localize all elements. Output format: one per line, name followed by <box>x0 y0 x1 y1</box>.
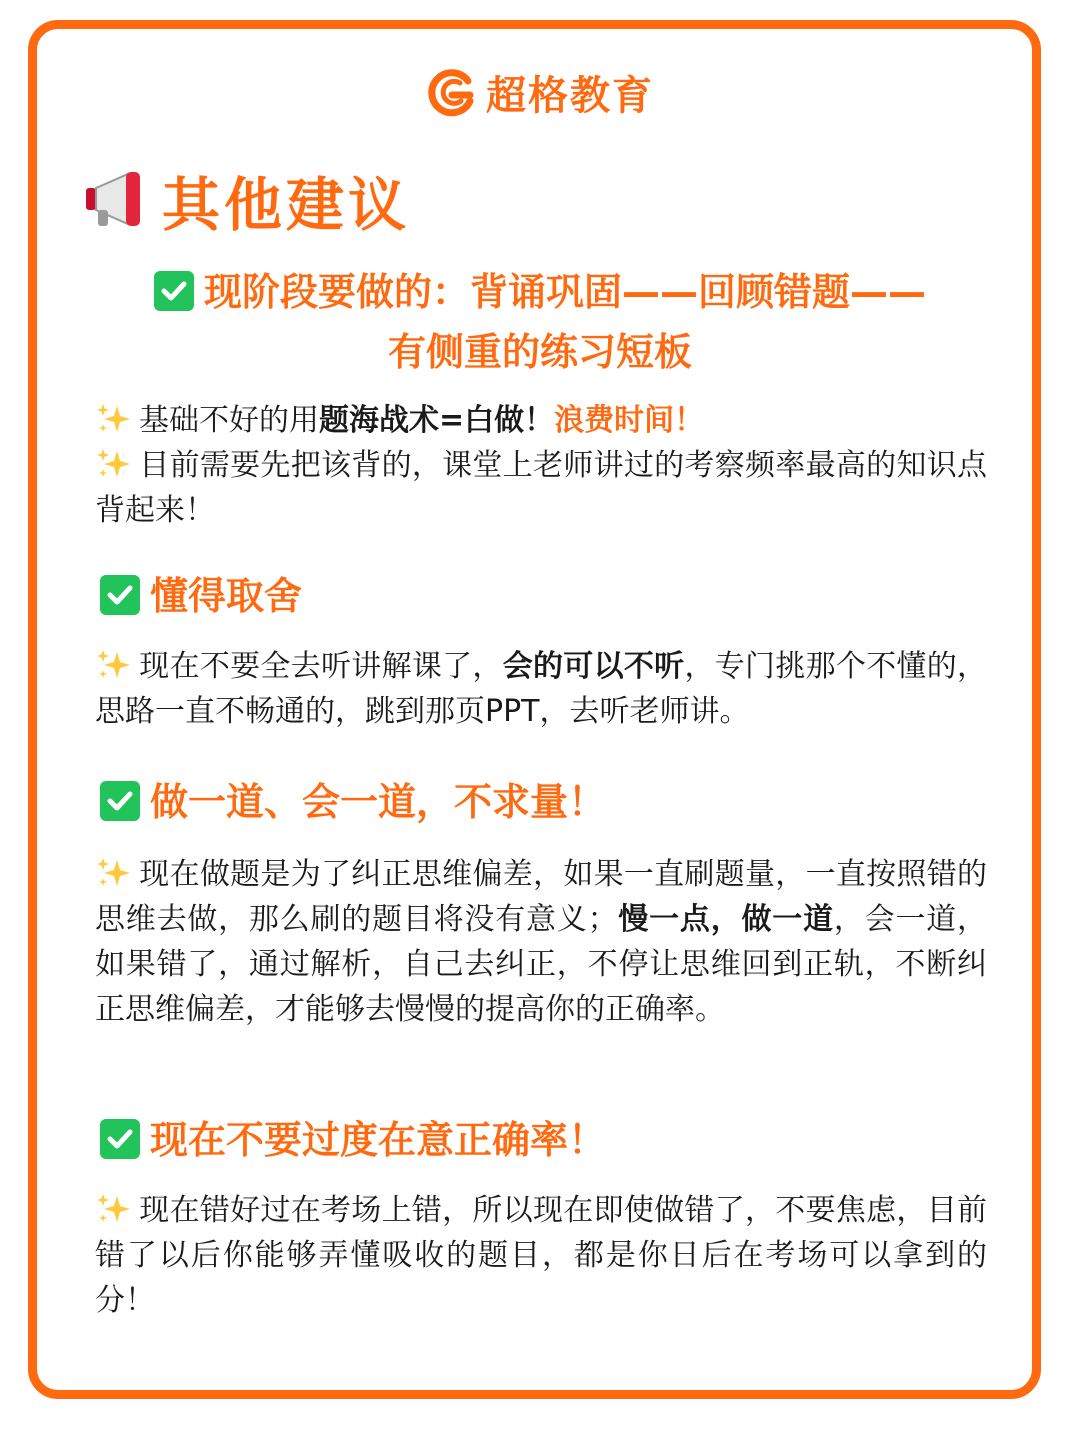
sparkles-icon <box>95 402 133 436</box>
brand-header <box>0 64 1080 121</box>
section-2-text-c: ，专门挑那个不懂的，思路一直不畅通的，跳到那页PPT，去听老师讲。 <box>95 649 988 729</box>
sparkles-icon <box>95 1192 133 1226</box>
brand-name: 超格教育 <box>486 73 654 119</box>
checkmark-icon <box>100 781 140 821</box>
checkmark-icon <box>100 575 140 615</box>
page-title-text: 其他建议 <box>162 171 411 239</box>
sparkles-icon <box>95 648 133 682</box>
section-1-heading-line1: 现阶段要做的：背诵巩固——回顾错题—— <box>203 270 926 314</box>
section-3-text-bold: 慢一点，做一道 <box>617 902 834 937</box>
sparkles-icon <box>95 447 133 481</box>
section-1-p2-text: 目前需要先把该背的，课堂上老师讲过的考察频率最高的知识点背起来！ <box>95 448 987 528</box>
section-2-heading-text: 懂得取舍 <box>150 574 303 618</box>
section-4-heading <box>100 1110 980 1170</box>
checkmark-icon <box>154 271 194 311</box>
section-1-heading <box>100 262 980 382</box>
section-4-paragraph <box>95 1188 987 1323</box>
section-1-p1-text: 基础不好的用 <box>139 403 319 438</box>
brand-logo-icon <box>426 67 478 119</box>
page-title <box>84 158 410 242</box>
section-2-text-a: 现在不要全去听讲解课了， <box>139 649 503 684</box>
section-1-paragraph <box>95 398 987 533</box>
section-2-paragraph <box>95 644 987 734</box>
section-1-p1-bold: 题海战术=白做！ <box>319 403 555 438</box>
section-3-text-a: 现在做题是为了纠正思维偏差，如果一直刷题量，一直按照错的思维去做，那么刷的题目将没有意义； <box>95 857 987 937</box>
section-2-heading <box>100 566 980 626</box>
section-1-p1-highlight: 浪费时间！ <box>554 403 705 438</box>
megaphone-icon <box>84 170 150 230</box>
section-3-paragraph <box>95 852 987 1032</box>
section-3-text-c: ，会一道，如果错了，通过解析，自己去纠正，不停让思维回到正轨，不断纠正思维偏差，才能够去慢慢的提高你的正确率。 <box>95 902 988 1027</box>
section-1-heading-line2: 有侧重的练习短板 <box>387 330 692 374</box>
section-3-heading-text: 做一道、会一道，不求量！ <box>150 780 607 824</box>
checkmark-icon <box>100 1119 140 1159</box>
sparkles-icon <box>95 856 133 890</box>
section-3-heading <box>100 772 980 832</box>
section-4-text: 现在错好过在考场上错，所以现在即使做错了，不要焦虑，目前错了以后你能够弄懂吸收的题目，都是你日后在考场可以拿到的分！ <box>95 1193 987 1318</box>
section-4-heading-text: 现在不要过度在意正确率！ <box>150 1118 607 1162</box>
section-2-text-bold: 会的可以不听 <box>502 649 685 684</box>
